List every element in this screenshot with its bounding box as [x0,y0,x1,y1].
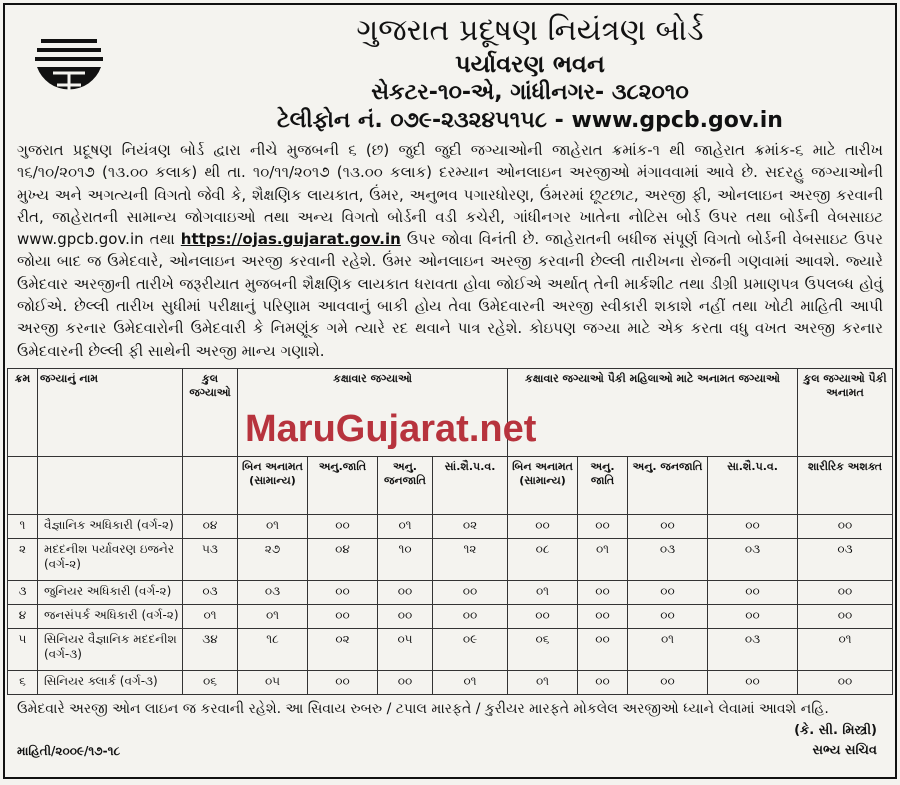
table-cell: ૦૦ [308,604,378,628]
table-cell: ૦૦ [798,670,893,694]
table-cell: ૬ [8,670,38,694]
table-cell: ૦૦ [798,604,893,628]
table-cell: ૦૧ [183,604,238,628]
notice-paragraph [7,137,893,368]
table-cell: ૦૯ [433,628,508,670]
phone-website: ટેલીફોન નં. ૦૭૯-૨૩૨૪૫૧૫૮ - www.gpcb.gov.in [277,108,783,133]
table-cell: ૫ [8,628,38,670]
subheader: સાં.શૈ.પ.વ. [433,456,508,514]
table-cell: ૧૨ [433,538,508,580]
table-cell: ૦૧ [578,538,628,580]
table-cell: ૦૦ [508,604,578,628]
table-cell: ૦૦ [578,580,628,604]
table-cell: ૦૦ [578,670,628,694]
table-cell: ૦૧ [798,628,893,670]
table-cell: ૦૧ [378,514,433,538]
advertisement-frame [3,3,897,779]
building-name: પર્યાવરણ ભવન [455,50,605,78]
table-cell: ૦૦ [708,604,798,628]
table-cell: ૦૧ [628,628,708,670]
header-reserved: કુલ જગ્યાઓ પૈકી અનામત [798,368,893,456]
table-cell: ૦૦ [508,514,578,538]
notice-text-1: ગુજરાત પ્રદૂષણ નિયંત્રણ બોર્ડ દ્વારા નીચે મુજબની ૬ (છ) જુદી જુદી જગ્યાઓની જાહેરાત ક્રમાંક-૧ થી જાહેરાત ક્રમાંક-૬ માટે તારીખ ૧૬/૧૦/૨૦૧૭ (૧૩.૦૦ કલાક) થી તા. ૧૦/૧૧/૨૦૧૭ (૧૩.૦૦ કલાક) દરમ્યાન ઓનલાઇન અરજીઓ મંગાવવામાં આવે છે. સદરહુ જગ્યાઓની મુખ્ય અને અગત્યની વિગતો જેવી કે, શૈક્ષણિક લાયકાત, ઉંમર, અનુભવ પગારધોરણ, ઉંમરમાં છૂટછાટ, અરજી ફી, ઓનલાઇન અરજી કરવાની રીત, જાહેરાતની સામાન્ય જોગવાઇઓ તથા અન્ય વિગતો બોર્ડની વડી કચેરી, ગાંધીનગર ખાતેના નોટિસ બોર્ડ ઉપર તથા બોર્ડની વેબસાઇટ www.gpcb.gov.in તથા [17,141,883,249]
subheader: અનુ. જનજાતિ [628,456,708,514]
table-cell: ૧૦ [378,538,433,580]
table-cell: ૩ [8,580,38,604]
table-cell: ૦૨ [433,514,508,538]
subheader: શારીરિક અશક્ત [798,456,893,514]
table-cell: ૦૧ [508,580,578,604]
header-post-name: જગ્યાનું નામ [38,368,183,456]
org-name: ગુજરાત પ્રદૂષણ નિયંત્રણ બોર્ડ [356,13,704,48]
table-cell: ૦૩ [183,580,238,604]
table-cell: ૦૦ [378,604,433,628]
table-cell: ૦૩ [798,538,893,580]
table-cell: ૦૧ [433,670,508,694]
table-cell: ૦૩ [708,628,798,670]
post-name-cell: સિનિયર વૈજ્ઞાનિક મદદનીશ (વર્ગ-૩) [38,628,183,670]
table-cell: ૦૦ [628,514,708,538]
table-cell: ૦૦ [628,604,708,628]
watermark: MaruGujarat.net [245,407,537,450]
footer-note: ઉમેદવારે અરજી ઓન લાઇન જ કરવાની રહેશે. આ સિવાય રુબરુ / ટપાલ મારફતે / કુરીયર મારફતે મોકલેલ અરજીઓ ધ્યાને લેવામાં આવશે નહિ. [17,700,829,717]
table-cell: ૦૦ [628,580,708,604]
header-sr: ક્રમ [8,368,38,456]
table-cell: ૦૦ [308,514,378,538]
table-cell: ૦૦ [433,580,508,604]
table-cell: ૦૦ [708,580,798,604]
table-cell: ૨૭ [238,538,308,580]
footer-bottom [7,719,893,761]
table-wrapper [7,368,893,695]
reference-number: માહિતી/૨૦૦૯/૧૭-૧૮ [17,743,121,758]
subheader: અનુ.જાતિ [308,456,378,514]
table-cell: ૦૬ [183,670,238,694]
table-row [8,628,893,670]
table-cell: ૦૨ [308,628,378,670]
table-cell: ૦૦ [578,514,628,538]
table-cell: ૦૦ [378,580,433,604]
table-cell: ૦૫ [238,670,308,694]
table-cell: ૫૩ [183,538,238,580]
table-cell: ૦૦ [308,580,378,604]
table-cell: ૦૦ [378,670,433,694]
table-row [8,580,893,604]
vacancy-table [7,368,893,695]
signature-block [794,721,877,761]
header-total: કુલ જગ્યાઓ [183,368,238,456]
table-cell: ૦૪ [183,514,238,538]
table-cell: ૦૦ [798,580,893,604]
post-name-cell: જનસંપર્ક અધિકારી (વર્ગ-૨) [38,604,183,628]
post-name-cell: સિનિયર ક્લાર્ક (વર્ગ-૩) [38,670,183,694]
subheader: બિન અનામત (સામાન્ય) [508,456,578,514]
subheader: સા.શૈ.પ.વ. [708,456,798,514]
table-cell: ૦૦ [433,604,508,628]
address: સેકટર-૧૦-એ, ગાંધીનગર- ૩૮૨૦૧૦ [371,80,689,105]
table-cell: ૦૮ [508,538,578,580]
table-row [8,514,893,538]
subheader: અનુ. જાતિ [578,456,628,514]
table-row [8,538,893,580]
table-cell: ૦૦ [708,670,798,694]
table-cell: ૦૩ [708,538,798,580]
notice-text-2: ઉપર જોવા વિનંતી છે. જાહેરાતની બધીજ સંપૂર્ણ વિગતો બોર્ડની વેબસાઇટ ઉપર જોયા બાદ જ ઉમેદવારે, ઓનલાઇન અરજી કરવાની રહેશે. ઉંમર ઓનલાઇન અરજી કરવાની છેલ્લી તારીખના રોજની ગણવામાં આવશે. જ્યારે ઉમેદવાર અરજીની તારીખે જરૂરીયાત મુજબની શૈક્ષણિક લાયકાત ધરાવતા હોવા જોઈએ અર્થાત્ તેની માર્કશીટ તથા ડીગ્રી પ્રમાણપત્ર ઉપલબ્ધ હોવું જોઈએ. છેલ્લી તારીખ સુધીમાં પરીક્ષાનું પરિણામ આવવાનું બાકી હોય તેવા ઉમેદવારની અરજી સ્વીકારી શકાશે નહીં તથા ખોટી માહિતી આપી અરજી કરનાર ઉમેદવારોની ઉમેદવારી કે નિમણૂંક ગમે ત્યારે રદ થવાને પાત્ર રહેશે. કોઇપણ જગ્યા માટે એક કરતા વધુ વખત અરજી કરનાર ઉમેદવારની છેલ્લી ફી સાથેની અરજી માન્ય ગણાશે. [17,230,883,360]
signatory-name: (કે. સી. મિસ્ત્રી) [794,722,877,738]
header-category: કક્ષાવાર જગ્યાઓ [238,368,508,456]
table-row [8,670,893,694]
blank-cell [38,456,183,514]
table-cell: ૦૦ [308,670,378,694]
ojas-link[interactable]: https://ojas.gujarat.gov.in [180,230,401,249]
subheader: બિન અનામત (સામાન્ય) [238,456,308,514]
header-women-reserved: કક્ષાવાર જગ્યાઓ પૈકી મહિલાઓ માટે અનામત જગ્યાઓ [508,368,798,456]
table-cell: ૦૧ [238,604,308,628]
table-cell: ૦૬ [508,628,578,670]
blank-cell [8,456,38,514]
table-cell: ૪ [8,604,38,628]
table-cell: ૦૪ [308,538,378,580]
post-name-cell: જુનિયર અધિકારી (વર્ગ-૨) [38,580,183,604]
table-cell: ૧૮ [238,628,308,670]
gpcb-logo-icon [33,35,105,107]
table-cell: ૨ [8,538,38,580]
table-cell: ૦૩ [628,538,708,580]
table-cell: ૩૪ [183,628,238,670]
table-cell: ૦૧ [238,514,308,538]
table-cell: ૦૦ [578,628,628,670]
table-cell: ૦૦ [798,514,893,538]
table-cell: ૦૧ [508,670,578,694]
table-cell: ૦૦ [578,604,628,628]
table-row [8,604,893,628]
header-titles [187,13,873,135]
table-cell: ૧ [8,514,38,538]
signatory-designation: સભ્ય સચિવ [812,742,877,758]
post-name-cell: વૈજ્ઞાનિક અધિકારી (વર્ગ-૨) [38,514,183,538]
table-cell: ૦૫ [378,628,433,670]
table-cell: ૦૩ [238,580,308,604]
post-name-cell: મદદનીશ પર્યાવરણ ઇજનેર (વર્ગ-૨) [38,538,183,580]
subheader: અનુ. જનજાતિ [378,456,433,514]
table-cell: ૦૦ [628,670,708,694]
blank-cell [183,456,238,514]
table-cell: ૦૦ [708,514,798,538]
header [7,9,893,137]
